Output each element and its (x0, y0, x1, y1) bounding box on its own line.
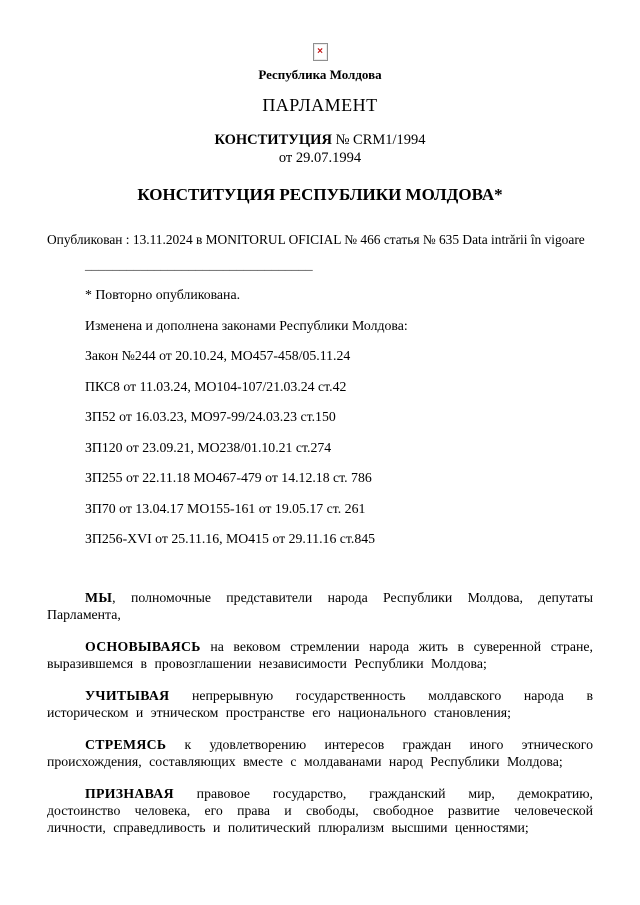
broken-image-icon (313, 43, 328, 61)
amended-intro: Изменена и дополнена законами Республики Молдова: (85, 317, 408, 333)
preamble-section (47, 589, 593, 836)
republished-note: * Повторно опубликована. (85, 287, 241, 303)
preamble-lead: СТРЕМЯСЬ (85, 737, 167, 753)
amendment-line: ПКС8 от 11.03.24, МО104-107/21.03.24 ст.42 (85, 378, 347, 394)
amendment-line: ЗП70 от 13.04.17 МО155-161 от 19.05.17 ст. 261 (85, 500, 366, 516)
preamble-text: непрерывную государственность молдавского народа в историческом и этническом пространстве его национального становления; (47, 688, 593, 721)
doc-number-label: № CRM1/1994 (335, 131, 426, 148)
parliament-heading: ПАРЛАМЕНТ (262, 94, 378, 115)
doc-number-line (47, 131, 593, 149)
preamble-paragraph (47, 785, 593, 836)
amendment-line: ЗП255 от 22.11.18 МО467-479 от 14.12.18 ст. 786 (85, 470, 372, 486)
preamble-lead: ПРИЗНАВАЯ (85, 786, 174, 802)
page-title: КОНСТИТУЦИЯ РЕСПУБЛИКИ МОЛДОВА* (137, 184, 503, 204)
preamble-lead: УЧИТЫВАЯ (85, 688, 170, 704)
preamble-lead: МЫ (85, 590, 113, 606)
republic-heading: Республика Молдова (258, 66, 382, 82)
preamble-paragraph (47, 589, 593, 623)
amendment-line: ЗП256-XVI от 25.11.16, МО415 от 29.11.16 ст.845 (85, 531, 376, 547)
emblem-row (47, 42, 593, 61)
amendment-line: Закон №244 от 20.10.24, МО457-458/05.11.24 (85, 348, 351, 364)
preamble-lead: ОСНОВЫВАЯСЬ (85, 639, 201, 655)
amendment-line: ЗП52 от 16.03.23, МО97-99/24.03.23 ст.150 (85, 409, 336, 425)
preamble-text: к удовлетворению интересов граждан иного этнического происхождения, составляющих вместе с молдаванами народ Республики Молдова; (47, 737, 593, 770)
preamble-paragraph (47, 638, 593, 672)
doc-date-label: от 29.07.1994 (278, 149, 362, 166)
amendment-line: ЗП120 от 23.09.21, МО238/01.10.21 ст.274 (85, 439, 332, 455)
doc-type-label: КОНСТИТУЦИЯ (214, 131, 332, 148)
preamble-text: на вековом стремлении народа жить в суверенной стране, выразившемся в провозглашении независимости Республики Молдова; (47, 639, 593, 672)
publication-line: Опубликован : 13.11.2024 в MONITORUL OFICIAL № 466 статья № 635 Data intrării în vigoare (47, 231, 585, 247)
preamble-paragraph (47, 687, 593, 721)
preamble-paragraph (47, 736, 593, 770)
preamble-text: правовое государство, гражданский мир, демократию, достоинство человека, его права и свободы, свободное развитие человеческой личности, справедливость и политический плюрализм высшими ценностями; (47, 786, 593, 836)
broken-image-x-icon: × (317, 45, 323, 57)
separator-line: _________________________________ (85, 256, 313, 272)
preamble-text: , полномочные представители народа Республики Молдова, депутаты Парламента, (47, 590, 593, 623)
